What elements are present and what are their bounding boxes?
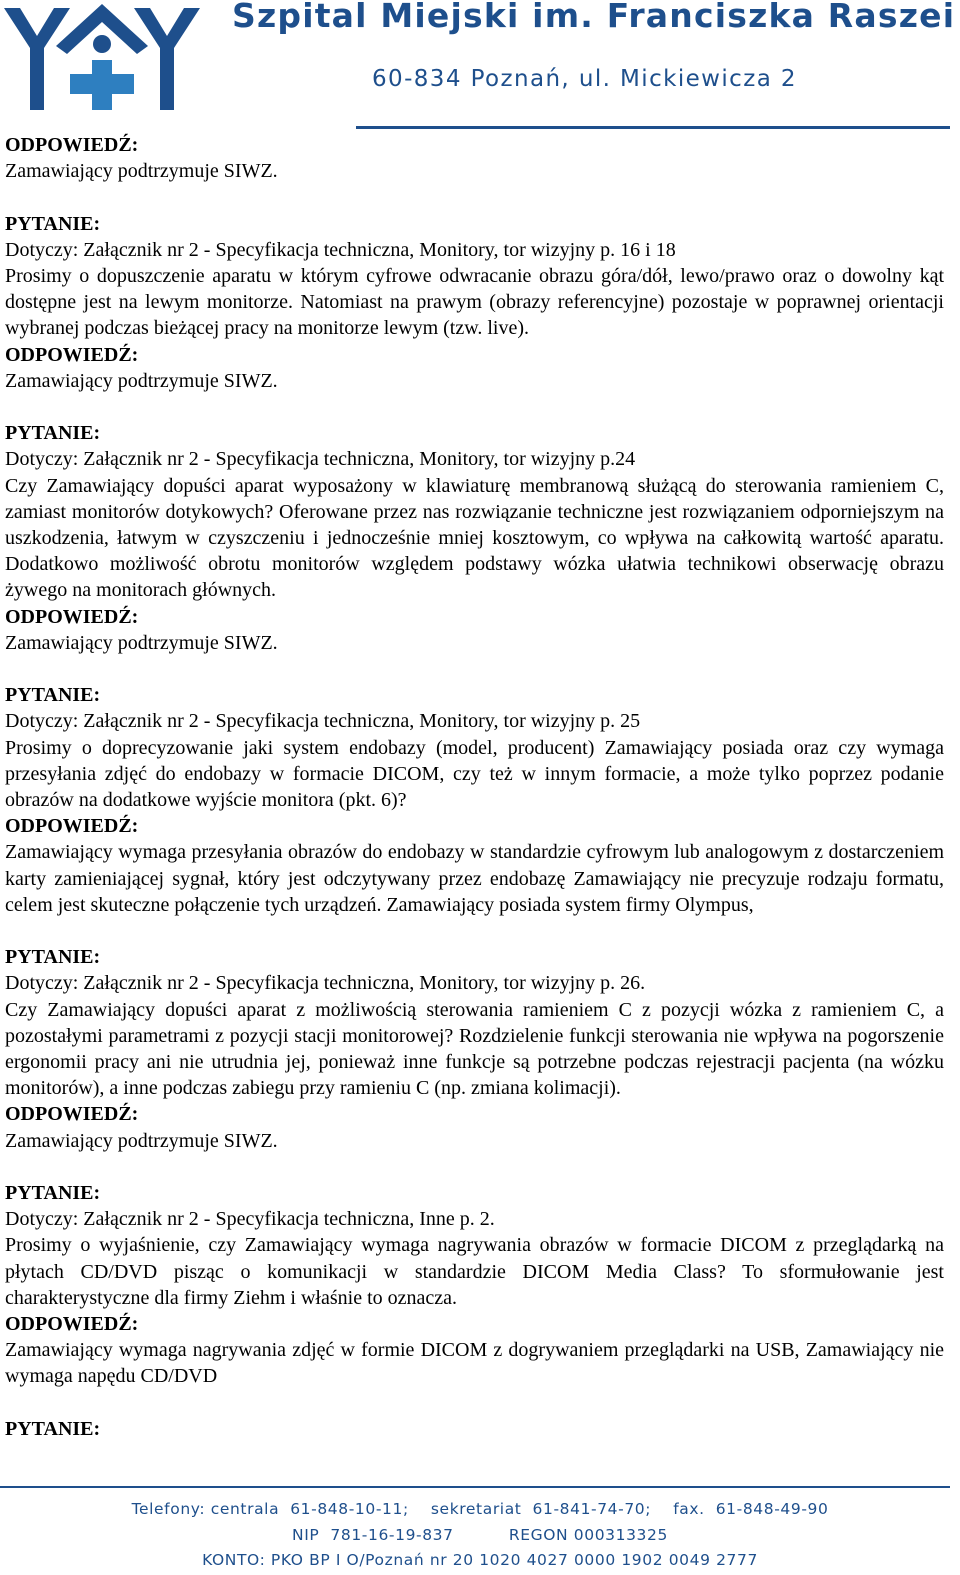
answer-text: Zamawiający wymaga przesyłania obrazów do endobazy w standardzie cyfrowym lub analogowym z dostarczeniem karty zamieniającej sygnał, który jest odczytywany przez endobazę Zamawiający nie precyzuje rodzaju formatu, celem jest skuteczne połączenie tych urządzeń. Zamawiający posiada system firmy Olympus, (5, 841, 944, 916)
question-label: PYTANIE: (5, 946, 101, 969)
hospital-family-cross-logo-icon (4, 2, 200, 112)
footer-divider (0, 1486, 950, 1488)
answer-text: Zamawiający wymaga nagrywania zdjęć w formie DICOM z dogrywaniem przeglądarki na USB, Zamawiający nie wymaga napędu CD/DVD (5, 1339, 944, 1388)
question-block (5, 682, 944, 918)
question-block (5, 420, 944, 656)
footer-phones: Telefony: centrala 61-848-10-11; sekretariat 61-841-74-70; fax. 61-848-49-90 (131, 1500, 829, 1518)
question-reference: Dotyczy: Załącznik nr 2 - Specyfikacja techniczna, Inne p. 2. (5, 1208, 495, 1231)
footer (0, 1484, 960, 1575)
question-reference: Dotyczy: Załącznik nr 2 - Specyfikacja techniczna, Monitory, tor wizyjny p. 25 (5, 710, 641, 733)
question-text: Prosimy o doprecyzowanie jaki system endobazy (model, producent) Zamawiający posiada oraz czy wymaga przesyłania zdjęć do endobazy w formacie DICOM, czy też w innym formacie, a może tylko poprzez podanie obrazów na dodatkowe wyjście monitora (pkt. 6)? (5, 736, 944, 812)
answer-label: ODPOWIEDŹ: (5, 815, 139, 838)
question-label: PYTANIE: (5, 1182, 101, 1205)
question-text: Prosimy o wyjaśnienie, czy Zamawiający wymaga nagrywania obrazów w formacie DICOM z przeglądarką na płytach CD/DVD pisząc o komunikacji w standardzie DICOM Media Class? To sformułowanie jest charakterystyczne dla firmy Ziehm i właśnie to oznacza. (5, 1234, 944, 1309)
question-reference: Dotyczy: Załącznik nr 2 - Specyfikacja techniczna, Monitory, tor wizyjny p. 26. (5, 972, 646, 995)
answer-label: ODPOWIEDŹ: (5, 134, 139, 156)
answer-text: Zamawiający podtrzymuje SIWZ. (5, 369, 278, 392)
question-block (5, 1180, 944, 1390)
question-label: PYTANIE: (5, 212, 101, 235)
question-label: PYTANIE: (5, 422, 101, 445)
question-text: Czy Zamawiający dopuści aparat z możliwością sterowania ramieniem C z pozycji wózka z ramieniem C, a pozostałymi parametrami z pozycji stacji monitorowej? Rozdzielenie funkcji sterowania nie wpływa na pogorszenie ergonomii pracy ani nie utrudnia jej, ponieważ inne funkcje są potrzebne podczas rejestracji pacjenta (na wózku monitorów), a inne podczas zabiegu przy ramieniu C (np. zmiana kolimacji). (5, 998, 944, 1100)
header-divider (356, 126, 950, 129)
letterhead (0, 0, 960, 132)
answer-text: Zamawiający podtrzymuje SIWZ. (5, 631, 278, 654)
question-block (5, 211, 944, 394)
question-text: Czy Zamawiający dopuści aparat wyposażony w klawiaturę membranową służącą do sterowania ramieniem C, zamiast monitorów dotykowych? Oferowane przez nas rozwiązanie techniczne jest rozwiązaniem odporniejszym na uszkodzenia, łatwym w czyszczeniu i jednocześnie mniej kosztowym, co wpływa na całkowitą wartość aparatu. Dodatkowo możliwość obrotu monitorów względem podstawy wózka ułatwia technikowi obserwację obrazu żywego na monitorach głównych. (5, 474, 944, 602)
answer-text: Zamawiający podtrzymuje SIWZ. (5, 160, 278, 183)
answer-label: ODPOWIEDŹ: (5, 343, 139, 366)
answer-label: ODPOWIEDŹ: (5, 605, 139, 628)
question-reference: Dotyczy: Załącznik nr 2 - Specyfikacja techniczna, Monitory, tor wizyjny p.24 (5, 448, 636, 471)
footer-tax-ids: NIP 781-16-19-837 REGON 000313325 (292, 1526, 668, 1544)
question-text: Prosimy o dopuszczenie aparatu w którym cyfrowe odwracanie obrazu góra/dół, lewo/prawo oraz o dowolny kąt dostępne jest na lewym monitorze. Natomiast na prawym (obrazy referencyjne) pozostaje w poprawnej orientacji wybranej podczas bieżącej pracy na monitorze lewym (tzw. live). (5, 265, 944, 340)
answer-label: ODPOWIEDŹ: (5, 1313, 139, 1336)
question-block-truncated (5, 1416, 944, 1442)
question-block (5, 944, 944, 1154)
hospital-address: 60-834 Poznań, ul. Mickiewicza 2 (372, 66, 797, 92)
question-label: PYTANIE: (5, 684, 101, 707)
intro-answer-block (5, 132, 944, 184)
hospital-name: Szpital Miejski im. Franciszka Raszei (232, 0, 956, 35)
question-label: PYTANIE: (5, 1417, 101, 1440)
document-body (5, 132, 944, 1468)
footer-bank-account: KONTO: PKO BP I O/Poznań nr 20 1020 4027 0000 1902 0049 2777 (202, 1551, 758, 1569)
answer-label: ODPOWIEDŹ: (5, 1103, 139, 1126)
question-reference: Dotyczy: Załącznik nr 2 - Specyfikacja techniczna, Monitory, tor wizyjny p. 16 i 18 (5, 238, 676, 261)
answer-text: Zamawiający podtrzymuje SIWZ. (5, 1129, 278, 1152)
